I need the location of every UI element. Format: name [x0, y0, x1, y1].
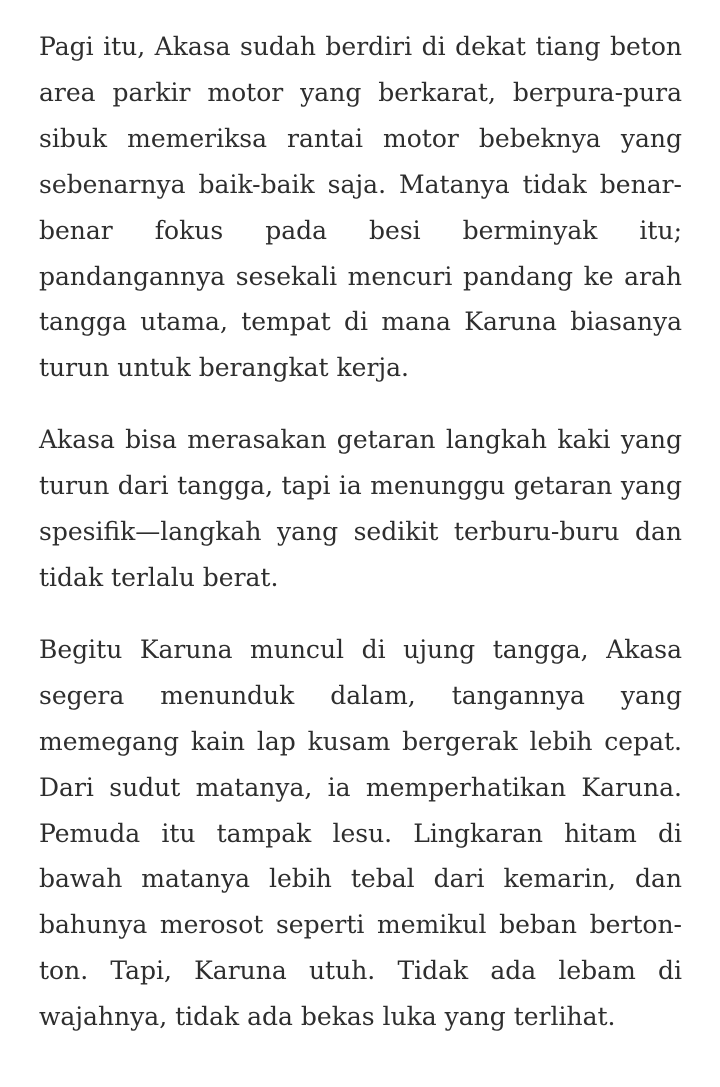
- paragraph-3: Begitu Karuna muncul di ujung tangga, Akasa segera menunduk dalam, tangannya yang memegang kain lap kusam bergerak lebih cepat. Dari sudut matanya, ia memperhatikan Karuna. Pemuda itu tampak lesu. Lingkaran hitam di bawah matanya lebih tebal dari kemarin, dan bahunya merosot seperti memikul beban berton-ton. Tapi, Karuna utuh. Tidak ada lebam di wajahnya, tidak ada bekas luka yang terlihat.: [39, 634, 682, 1032]
- paragraph-2: Akasa bisa merasakan getaran langkah kaki yang turun dari tangga, tapi ia menunggu getaran yang spesifik—langkah yang sedikit terburu-buru dan tidak terlalu berat.: [39, 425, 682, 592]
- story-text: [39, 24, 682, 1040]
- paragraph-1: Pagi itu, Akasa sudah berdiri di dekat tiang beton area parkir motor yang berkarat, berpura-pura sibuk memeriksa rantai motor bebeknya yang sebenarnya baik-baik saja. Matanya tidak benar-benar fokus pada besi berminyak itu; pandangannya sesekali mencuri pandang ke arah tangga utama, tempat di mana Karuna biasanya turun untuk berangkat kerja.: [39, 32, 682, 383]
